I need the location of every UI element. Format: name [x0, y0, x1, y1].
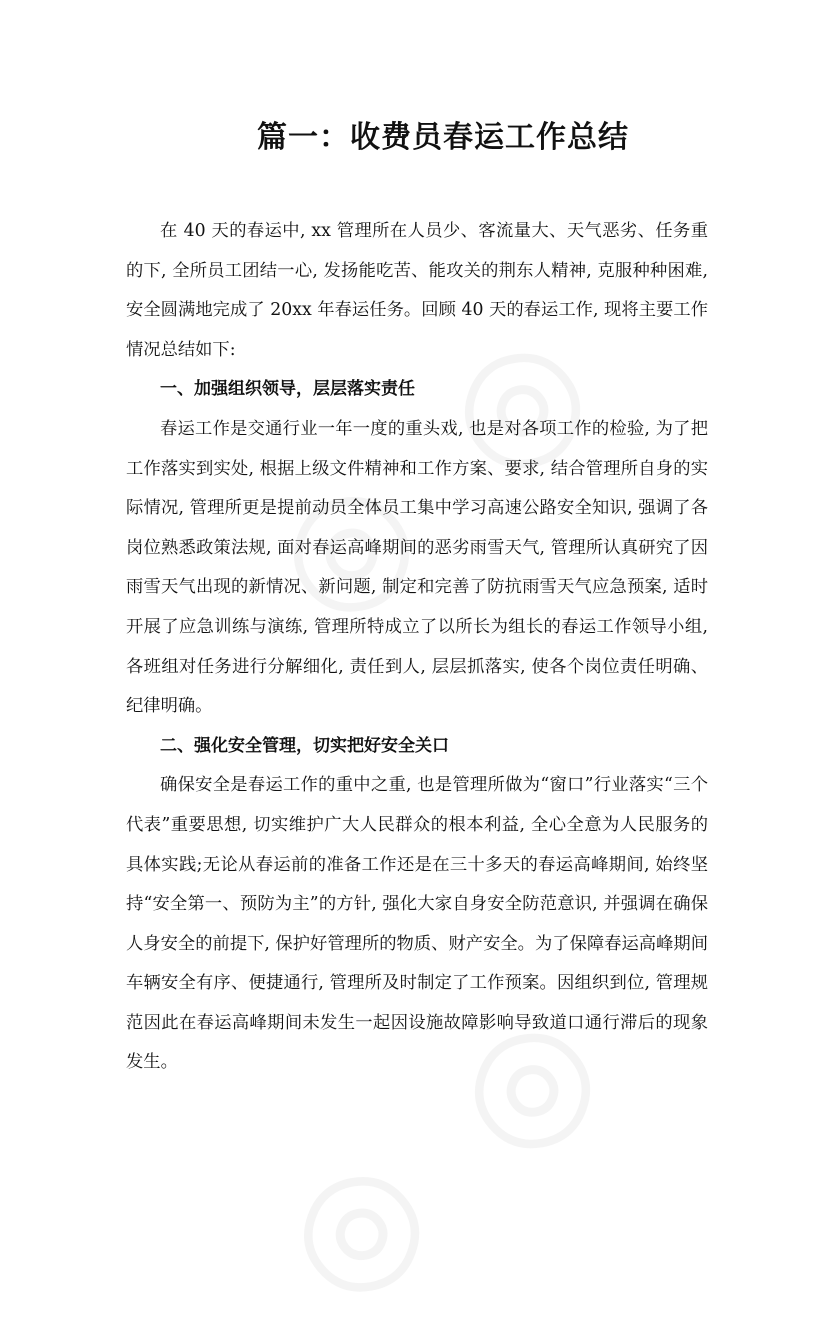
section-heading-1: 一、加强组织领导，层层落实责任 — [160, 379, 415, 400]
document-body — [126, 212, 708, 1083]
intro-paragraph: 在 40 天的春运中, xx 管理所在人员少、客流量大、天气恶劣、任务重的下, 全所员工团结一心, 发扬能吃苦、能攻关的荆东人精神, 克服种种困难, 安全圆满地完成了 20xx 年春运任务。回顾 40 天的春运工作, 现将主要工作情况总结如下: — [126, 221, 708, 360]
document-title: 篇一：收费员春运工作总结 — [257, 120, 629, 155]
section-2-paragraph: 确保安全是春运工作的重中之重, 也是管理所做为“窗口”行业落实“三个代表”重要思想, 切实维护广大人民群众的根本利益, 全心全意为人民服务的具体实践;无论从春运前的准备工作还是在三十多天的春运高峰期间, 始终坚持“安全第一、预防为主”的方针, 强化大家自身安全防范意识, 并强调在确保人身安全的前提下, 保护好管理所的物质、财产安全。为了保障春运高峰期间车辆安全有序、便捷通行, 管理所及时制定了工作预案。因组织到位, 管理规范因此在春运高峰期间未发生一起因设施故障影响导致道口通行滞后的现象发生。 — [126, 775, 708, 1073]
section-heading-2: 二、强化安全管理，切实把好安全关口 — [160, 735, 449, 756]
section-1-paragraph: 春运工作是交通行业一年一度的重头戏, 也是对各项工作的检验, 为了把工作落实到实处, 根据上级文件精神和工作方案、要求, 结合管理所自身的实际情况, 管理所更是提前动员全体员工集中学习高速公路安全知识, 强调了各岗位熟悉政策法规, 面对春运高峰期间的恶劣雨雪天气, 管理所认真研究了因雨雪天气出现的新情况、新问题, 制定和完善了防抗雨雪天气应急预案, 适时开展了应急训练与演练, 管理所特成立了以所长为组长的春运工作领导小组, 各班组对任务进行分解细化, 责任到人, 层层抓落实, 使各个岗位责任明确、纪律明确。 — [126, 418, 708, 717]
